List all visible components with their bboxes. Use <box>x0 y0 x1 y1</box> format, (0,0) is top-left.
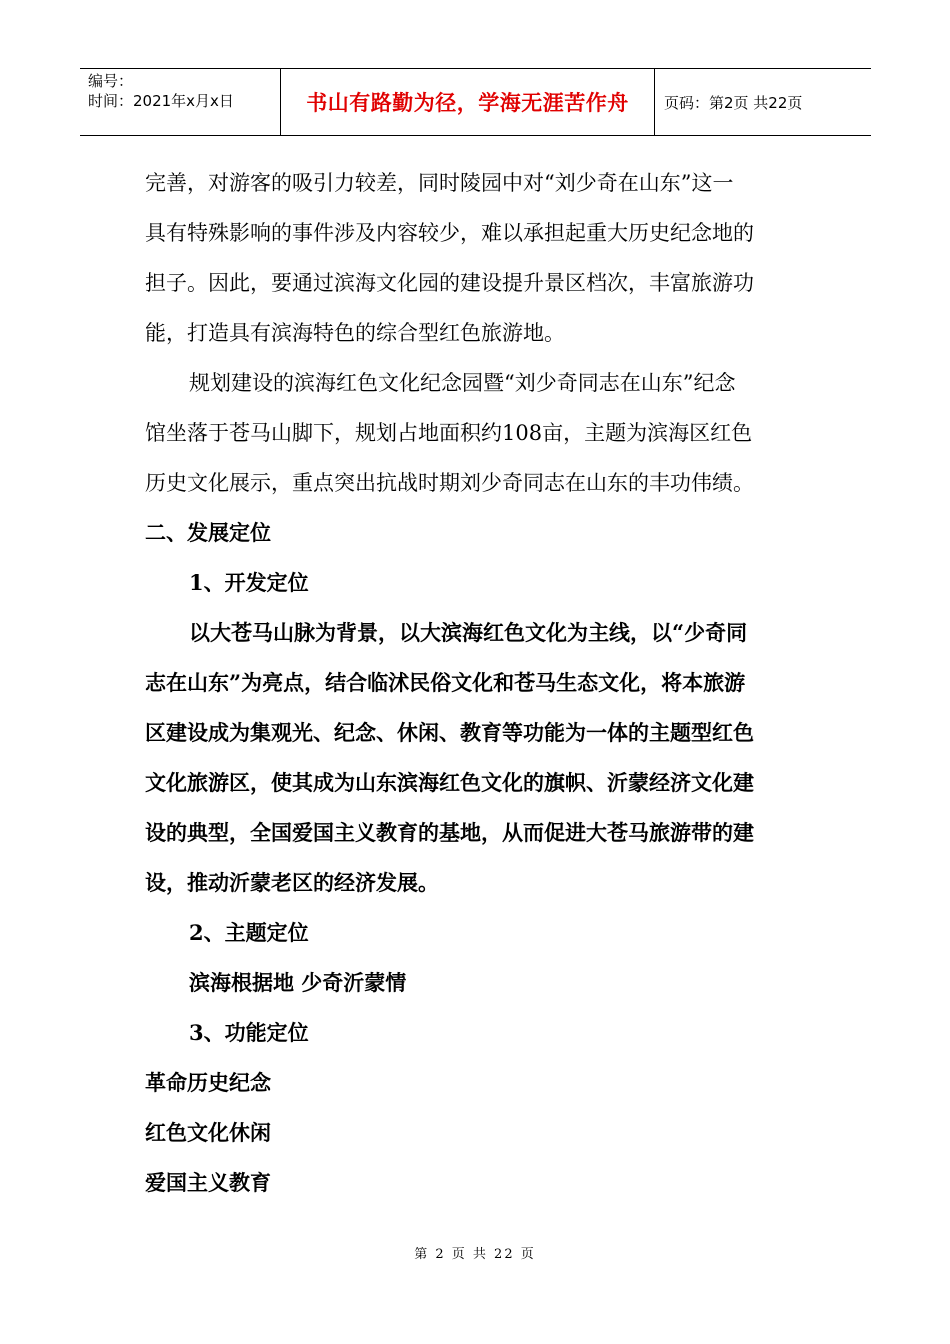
body-line: 以大苍马山脉为背景，以大滨海红色文化为主线，以“少奇同 <box>189 620 748 645</box>
body-line: 设，推动沂蒙老区的经济发展。 <box>145 870 439 895</box>
body-line: 志在山东”为亮点，结合临沭民俗文化和苍马生态文化，将本旅游 <box>145 670 746 695</box>
body-line: 规划建设的滨海红色文化纪念园暨“刘少奇同志在山东”纪念 <box>189 371 736 395</box>
page-footer: 第 2 页 共 22 页 <box>414 1247 536 1262</box>
header-page-info: 页码：第2页 共22页 <box>664 93 803 112</box>
body-line: 滨海根据地 少奇沂蒙情 <box>189 970 407 995</box>
body-line: 能，打造具有滨海特色的综合型红色旅游地。 <box>145 321 565 345</box>
body-line: 区建设成为集观光、纪念、休闲、教育等功能为一体的主题型红色 <box>145 720 754 745</box>
header-time-label: 时间：2021年x月x日 <box>88 92 234 110</box>
header-number-label: 编号： <box>88 72 134 90</box>
body-line: 馆坐落于苍马山脚下，规划占地面积约108亩，主题为滨海区红色 <box>145 421 753 445</box>
body-line: 具有特殊影响的事件涉及内容较少，难以承担起重大历史纪念地的 <box>145 221 754 245</box>
body-line: 完善，对游客的吸引力较差，同时陵园中对“刘少奇在山东”这一 <box>145 171 734 195</box>
body-line: 文化旅游区，使其成为山东滨海红色文化的旗帜、沂蒙经济文化建 <box>145 770 754 795</box>
body-line: 历史文化展示，重点突出抗战时期刘少奇同志在山东的丰功伟绩。 <box>145 471 754 495</box>
section-heading: 二、发展定位 <box>145 520 271 545</box>
subsection-heading: 3、功能定位 <box>189 1020 309 1045</box>
list-item: 红色文化休闲 <box>145 1120 271 1145</box>
subsection-heading: 2、主题定位 <box>189 920 309 945</box>
subsection-heading: 1、开发定位 <box>189 570 309 595</box>
header-motto: 书山有路勤为径，学海无涯苦作舟 <box>281 69 655 135</box>
list-item: 革命历史纪念 <box>145 1070 271 1095</box>
list-item: 爱国主义教育 <box>145 1170 271 1195</box>
body-line: 担子。因此，要通过滨海文化园的建设提升景区档次，丰富旅游功 <box>145 271 754 295</box>
body-line: 设的典型，全国爱国主义教育的基地，从而促进大苍马旅游带的建 <box>145 820 754 845</box>
header-meta-cell <box>80 69 281 135</box>
page-header <box>80 68 871 136</box>
